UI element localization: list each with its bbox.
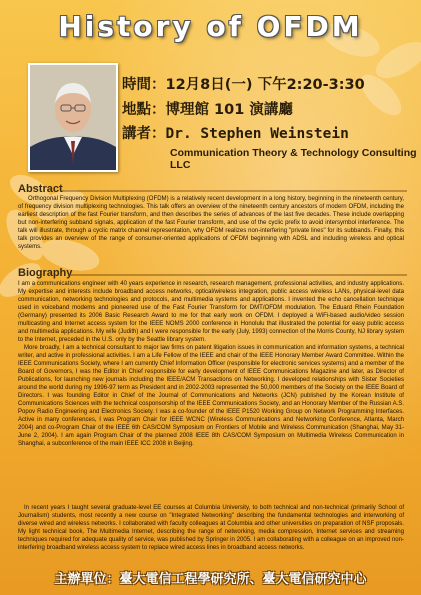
event-time (122, 73, 365, 94)
biography-paragraph-1: I am a communications engineer with 40 years experience in research, research management, professional activities, and industry applications. My expertise and interests include broadband access networks, optical/wireless integration, public access wireless LANs, physical-level data communication, networking technologies and protocols, and multimedia systems and applications. I invented the echo cancellation technique used in voiceband modems and pioneered use of the Fast Fourier Transform for DMT/OFDM modulation. The Eduard Rhein Foundation (Germany) presented its 2006 Basic Research Award to me for that early work on OFDM. I deployed a WiFi-based audio/video session multicasting and Internet access system for the IEEE NOMS 2000 conference in Honolulu that illustrated the potential for easy public access and multimedia applications. My wife (Judith) and I were responsible for the early (July, 1993) connection of the Morris County, NJ library system to the Internet, preceded in the U.S. only by the Seattle library system. (18, 281, 404, 343)
biography-paragraph-3: In recent years I taught several graduate-level EE courses at Columbia University, to both technical and non-technical (primarily School of Journalism) students, most recently a new course on "Integrated Networking" describing the fundamental technologies and interworking of diverse wired and wireless networks. I collaborated with faculty colleagues at Columbia and other universities on preparation of NSF proposals. My light technical book, The Multimedia Internet, describing the range of networking, media compression, Internet services and streaming techniques required for adequate quality of service, was published by Springer in 2005. I am collaborating with a colleague on an improved non-interfering broadband wireless access system to replace wired access lines in broadband access networks. (18, 505, 404, 551)
speaker-photo (28, 63, 118, 172)
biography-divider (68, 274, 407, 276)
event-place (122, 98, 293, 119)
event-speaker-value: Dr. Stephen Weinstein (165, 126, 349, 142)
abstract-heading: Abstract (18, 183, 63, 195)
poster-title: History of OFDM (58, 10, 363, 43)
biography-heading: Biography (18, 267, 73, 279)
abstract-divider (62, 190, 407, 192)
abstract-text: Orthogonal Frequency Division Multiplexing (OFDM) is a relatively recent development in a long history, beginning in the nineteenth century, of frequency division multiplexing technologies. This talk offers an overview of the nineteenth century ancestors of modern OFDM, including the earliest description of the fast Fourier transform, and then describes the series of advances of the last five decades. These include overlapping but non-interfering subband signals, application of the fast Fourier transform, and use of the cyclic prefix to avoid intersymbol interference. The talk will illustrate, through a cyclic matrix channel representation, why OFDM realizes non-interfering "private lines" for its subbands. Finally, this talk provides an overview of the range of consumer-oriented applications of OFDM beginning with ADSL and including wireless and optical systems. (18, 196, 404, 250)
organizer-footer: 主辦單位：臺大電信工程學研究所、臺大電信研究中心 (54, 572, 367, 587)
event-place-value: 博理館 101 演講廳 (165, 102, 293, 118)
event-time-value: 12月8日(一) 下午2:20-3:30 (165, 77, 365, 93)
event-time-label: 時間： (122, 77, 166, 93)
event-speaker (122, 122, 349, 143)
biography-paragraph-2: More broadly, I am a technical consultant to major law firms on patent litigation issues in communication and information systems, a technical writer, and active in professional activities. I am a Life Fellow of the IEEE and chair of the IEEE Honorary Member Award Committee. Within the IEEE Communications Society, where I am currently Chief Information Officer (responsible for electronic services systems) and a member of the Board of Governors, I was the Editor in Chief responsible for early development of IEEE Communications Magazine and later, as Director of Publications, for launching new journals including the IEEE/ACM Transactions on Networking. I developed relationships with Sister Societies around the world during my 1996-97 term as President and in 2002-2003 represented the 50,000 members of the Society on the IEEE Board of Directors. I was founding Editor in Chief of the Journal of Communications and Networks (JCN) published by the Korean Institute of Communications Sciences with the technical cosponsorship of the IEEE Communications Society, and an Honorary Member of the Russian A.S. Popov Radio Engineering and Electronics Society. I was a co-founder of the IEEE P1520 Working Group on Network Programming Interfaces. Active in many conferences, I was Program Chair for IEEE WCNC (Wireless Communications and Networking Conference, Atlanta, March 2004) and co-Program Chair of the IEEE 6th CAS/COM Symposium on Frontiers of Mobile and Wireless Communication (Shanghai, May 31-June 2, 2004). I am again Program Chair of the planned 2008 IEEE 8th CAS/COM Symposium on Multimedia Wireless Communication in Shanghai, a subconference of the main IEEE ICC 2008 in Beijing. (18, 345, 404, 447)
event-speaker-label: 講者： (122, 126, 166, 142)
event-place-label: 地點： (122, 102, 166, 118)
speaker-portrait-image (30, 65, 116, 170)
speaker-company: Communication Theory & Technology Consulting LLC (170, 147, 417, 171)
